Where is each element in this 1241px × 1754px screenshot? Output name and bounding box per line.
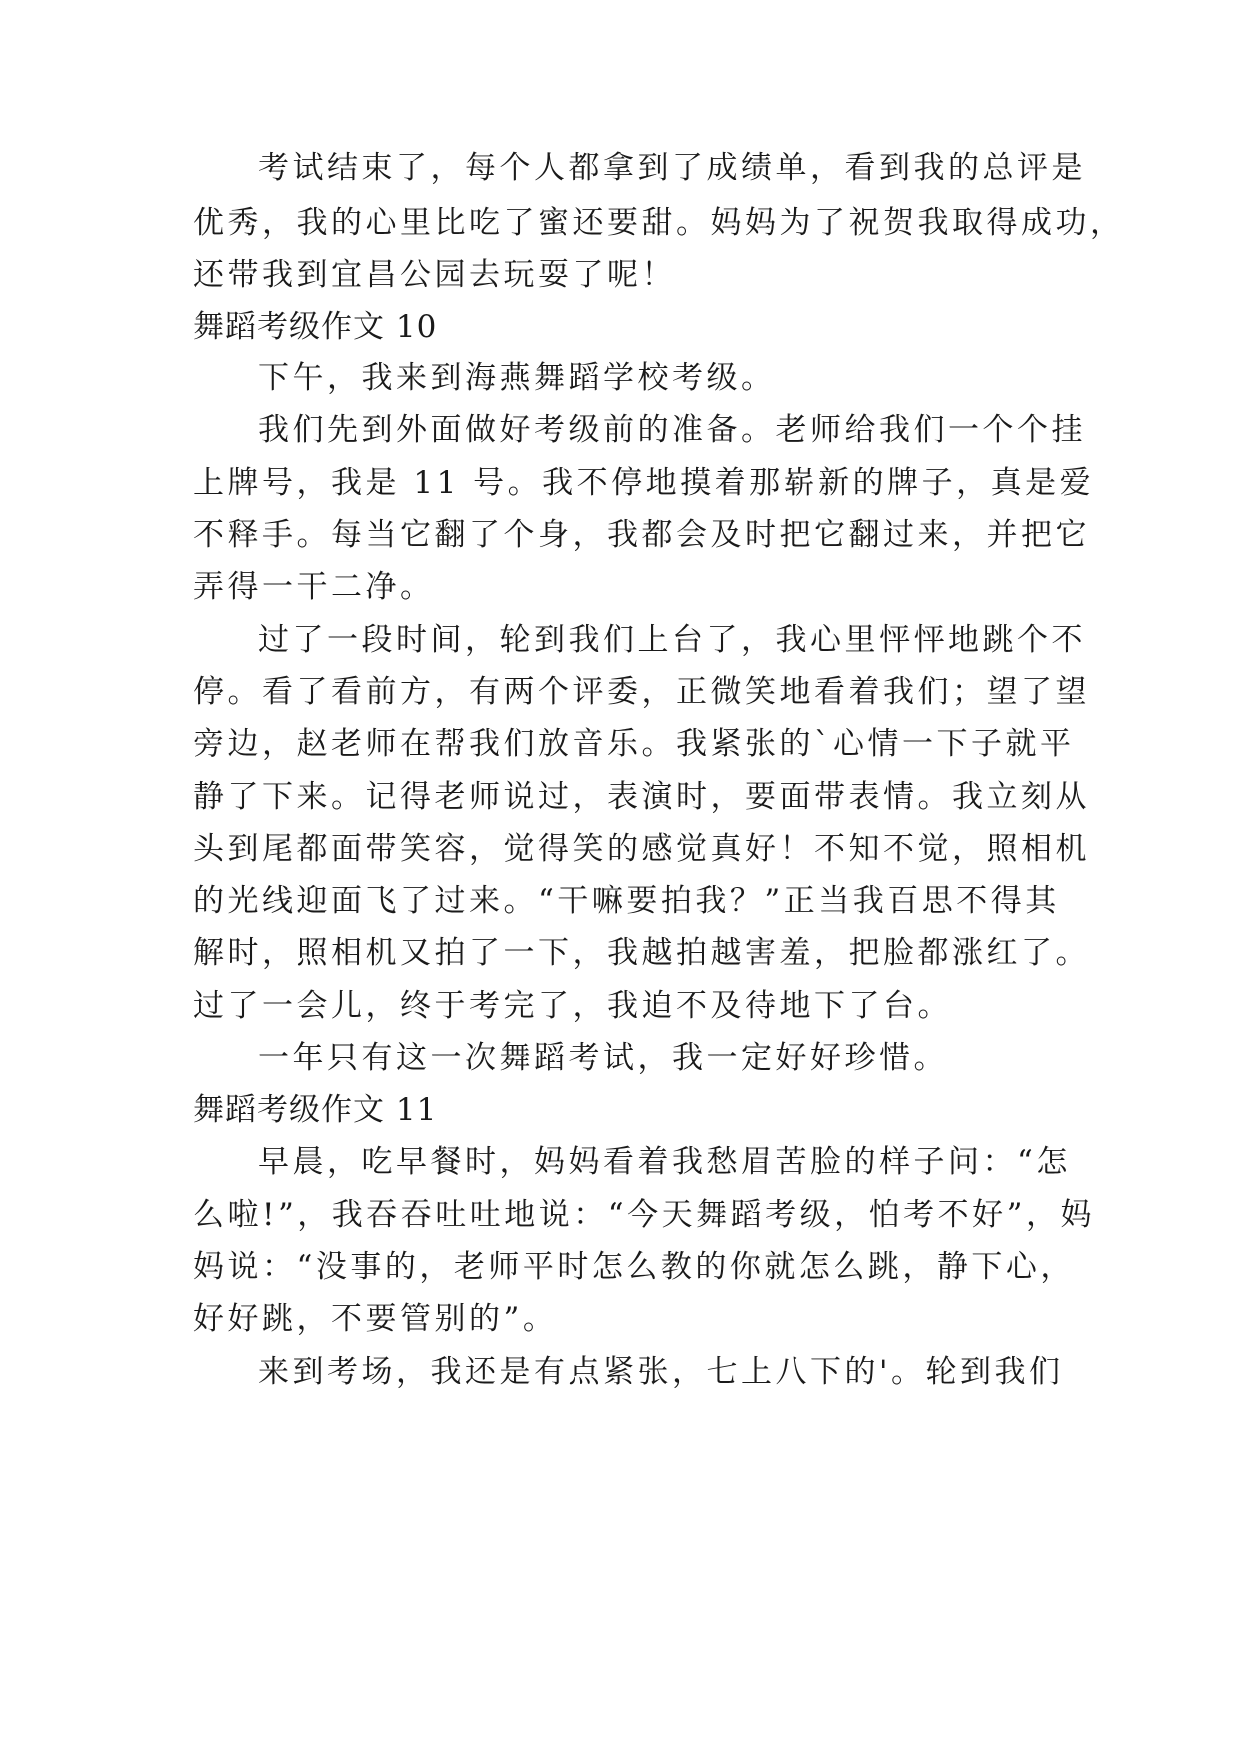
paragraph-line: 考试结束了，每个人都拿到了成绩单，看到我的总评是 xyxy=(258,150,1086,186)
paragraph-line: 下午，我来到海燕舞蹈学校考级。 xyxy=(258,360,776,396)
paragraph-line: 的光线迎面飞了过来。“干嘛要拍我？”正当我百思不得其 xyxy=(193,883,1060,919)
paragraph-line: 不释手。每当它翻了个身，我都会及时把它翻过来，并把它 xyxy=(193,517,1090,553)
paragraph-line: 早晨，吃早餐时，妈妈看着我愁眉苦脸的样子问：“怎 xyxy=(258,1144,1071,1180)
paragraph-line: 静了下来。记得老师说过，表演时，要面带表情。我立刻从 xyxy=(193,779,1090,815)
paragraph-line: 停。看了看前方，有两个评委，正微笑地看着我们；望了望 xyxy=(193,674,1090,710)
paragraph-line: 妈说：“没事的，老师平时怎么教的你就怎么跳，静下心， xyxy=(193,1249,1075,1285)
paragraph-line: 来到考场，我还是有点紧张，七上八下的'。轮到我们 xyxy=(258,1354,1064,1390)
paragraph-line: 还带我到宜昌公园去玩耍了呢！ xyxy=(193,257,676,293)
paragraph-line: 解时，照相机又拍了一下，我越拍越害羞，把脸都涨红了。 xyxy=(193,935,1090,971)
paragraph-line: 头到尾都面带笑容，觉得笑的感觉真好！不知不觉，照相机 xyxy=(193,831,1090,867)
paragraph-line: 一年只有这一次舞蹈考试，我一定好好珍惜。 xyxy=(258,1040,948,1076)
paragraph-line: 过了一段时间，轮到我们上台了，我心里怦怦地跳个不 xyxy=(258,622,1086,658)
paragraph-line: 弄得一干二净。 xyxy=(193,569,435,605)
paragraph-line: 好好跳，不要管别的”。 xyxy=(193,1301,558,1337)
paragraph-line: 么啦!”，我吞吞吐吐地说：“今天舞蹈考级，怕考不好”，妈 xyxy=(193,1197,1095,1233)
paragraph-line: 我们先到外面做好考级前的准备。老师给我们一个个挂 xyxy=(258,412,1086,448)
section-heading: 舞蹈考级作文 11 xyxy=(193,1092,438,1128)
paragraph-line: 上牌号，我是 11 号。我不停地摸着那崭新的牌子，真是爱 xyxy=(193,465,1095,501)
paragraph-line: 旁边，赵老师在帮我们放音乐。我紧张的`心情一下子就平 xyxy=(193,726,1075,762)
section-heading: 舞蹈考级作文 10 xyxy=(193,309,438,345)
paragraph-line: 优秀，我的心里比吃了蜜还要甜。妈妈为了祝贺我取得成功， xyxy=(193,205,1125,241)
paragraph-line: 过了一会儿，终于考完了，我迫不及待地下了台。 xyxy=(193,988,952,1024)
